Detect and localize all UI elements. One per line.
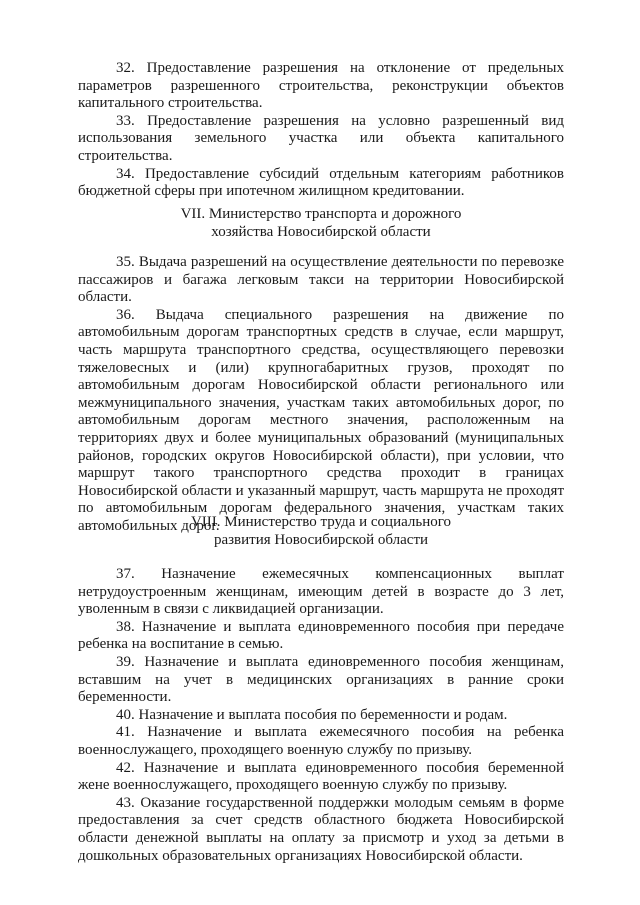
item-32: 32. Предоставление разрешения на отклонение от предельных параметров разрешенного строительства, реконструкции объектов капитального строительства. [78,60,564,112]
section-vii-heading-line1: VII. Министерство транспорта и дорожного [180,206,462,222]
items-37-43 [78,566,564,865]
item-41: 41. Назначение и выплата ежемесячного пособия на ребенка военнослужащего, проходящего военную службу по призыву. [78,724,564,758]
section-vii-heading [78,206,564,241]
section-viii-heading-line2: развития Новосибирской области [213,531,429,548]
section-vii-heading-line2: хозяйства Новосибирской области [211,223,431,240]
item-34: 34. Предоставление субсидий отдельным категориям работников бюджетной сферы при ипотечном жилищном кредитовании. [78,165,564,200]
item-40: 40. Назначение и выплата пособия по беременности и родам. [116,706,508,723]
item-36: 36. Выдача специального разрешения на движение по автомобильным дорогам транспортных средств в случае, если маршрут, часть маршрута транспортного средства, осуществляющего перевозки тяжеловесных и (или) крупногабаритных грузов, проходят по автомобильным дорогам Новосибирской области регионального или межмуниципального значения, участкам таких автомобильных дорог, по автомобильным дорогам местного значения, расположенным на территориях двух и более муниципальных образований (муниципальных районов, городских округов Новосибирской области), при условии, что маршрут такого транспортного средства проходит в границах Новосибирской области и указанный маршрут, часть маршрута не проходят по автомобильным дорогам федерального значения, участкам таких автомобильных дорог. [78,306,564,534]
item-37: 37. Назначение ежемесячных компенсационных выплат нетрудоустроенным женщинам, имеющим детей в возрасте до 3 лет, уволенным в связи с ликвидацией организации. [78,566,564,618]
section-viii-heading-line1: VIII. Министерство труда и социального [190,514,452,530]
item-38: 38. Назначение и выплата единовременного пособия при передаче ребенка на воспитание в семью. [78,618,564,653]
item-39: 39. Назначение и выплата единовременного пособия женщинам, вставшим на учет в медицинских организациях в ранние сроки беременности. [78,653,564,706]
item-42: 42. Назначение и выплата единовременного пособия беременной жене военнослужащего, проходящего военную службу по призыву. [78,759,564,794]
item-35: 35. Выдача разрешений на осуществление деятельности по перевозке пассажиров и багажа легковым такси на территории Новосибирской области. [78,254,564,306]
item-33: 33. Предоставление разрешения на условно разрешенный вид использования земельного участка или объекта капитального строительства. [78,112,564,164]
item-43: 43. Оказание государственной поддержки молодым семьям в форме предоставления за счет средств областного бюджета Новосибирской области денежной выплаты на оплату за присмотр и уход за детьми в дошкольных образовательных организациях Новосибирской области. [78,794,564,864]
items-32-34 [78,60,564,201]
section-viii-heading [78,514,564,549]
items-35-36 [78,254,564,536]
